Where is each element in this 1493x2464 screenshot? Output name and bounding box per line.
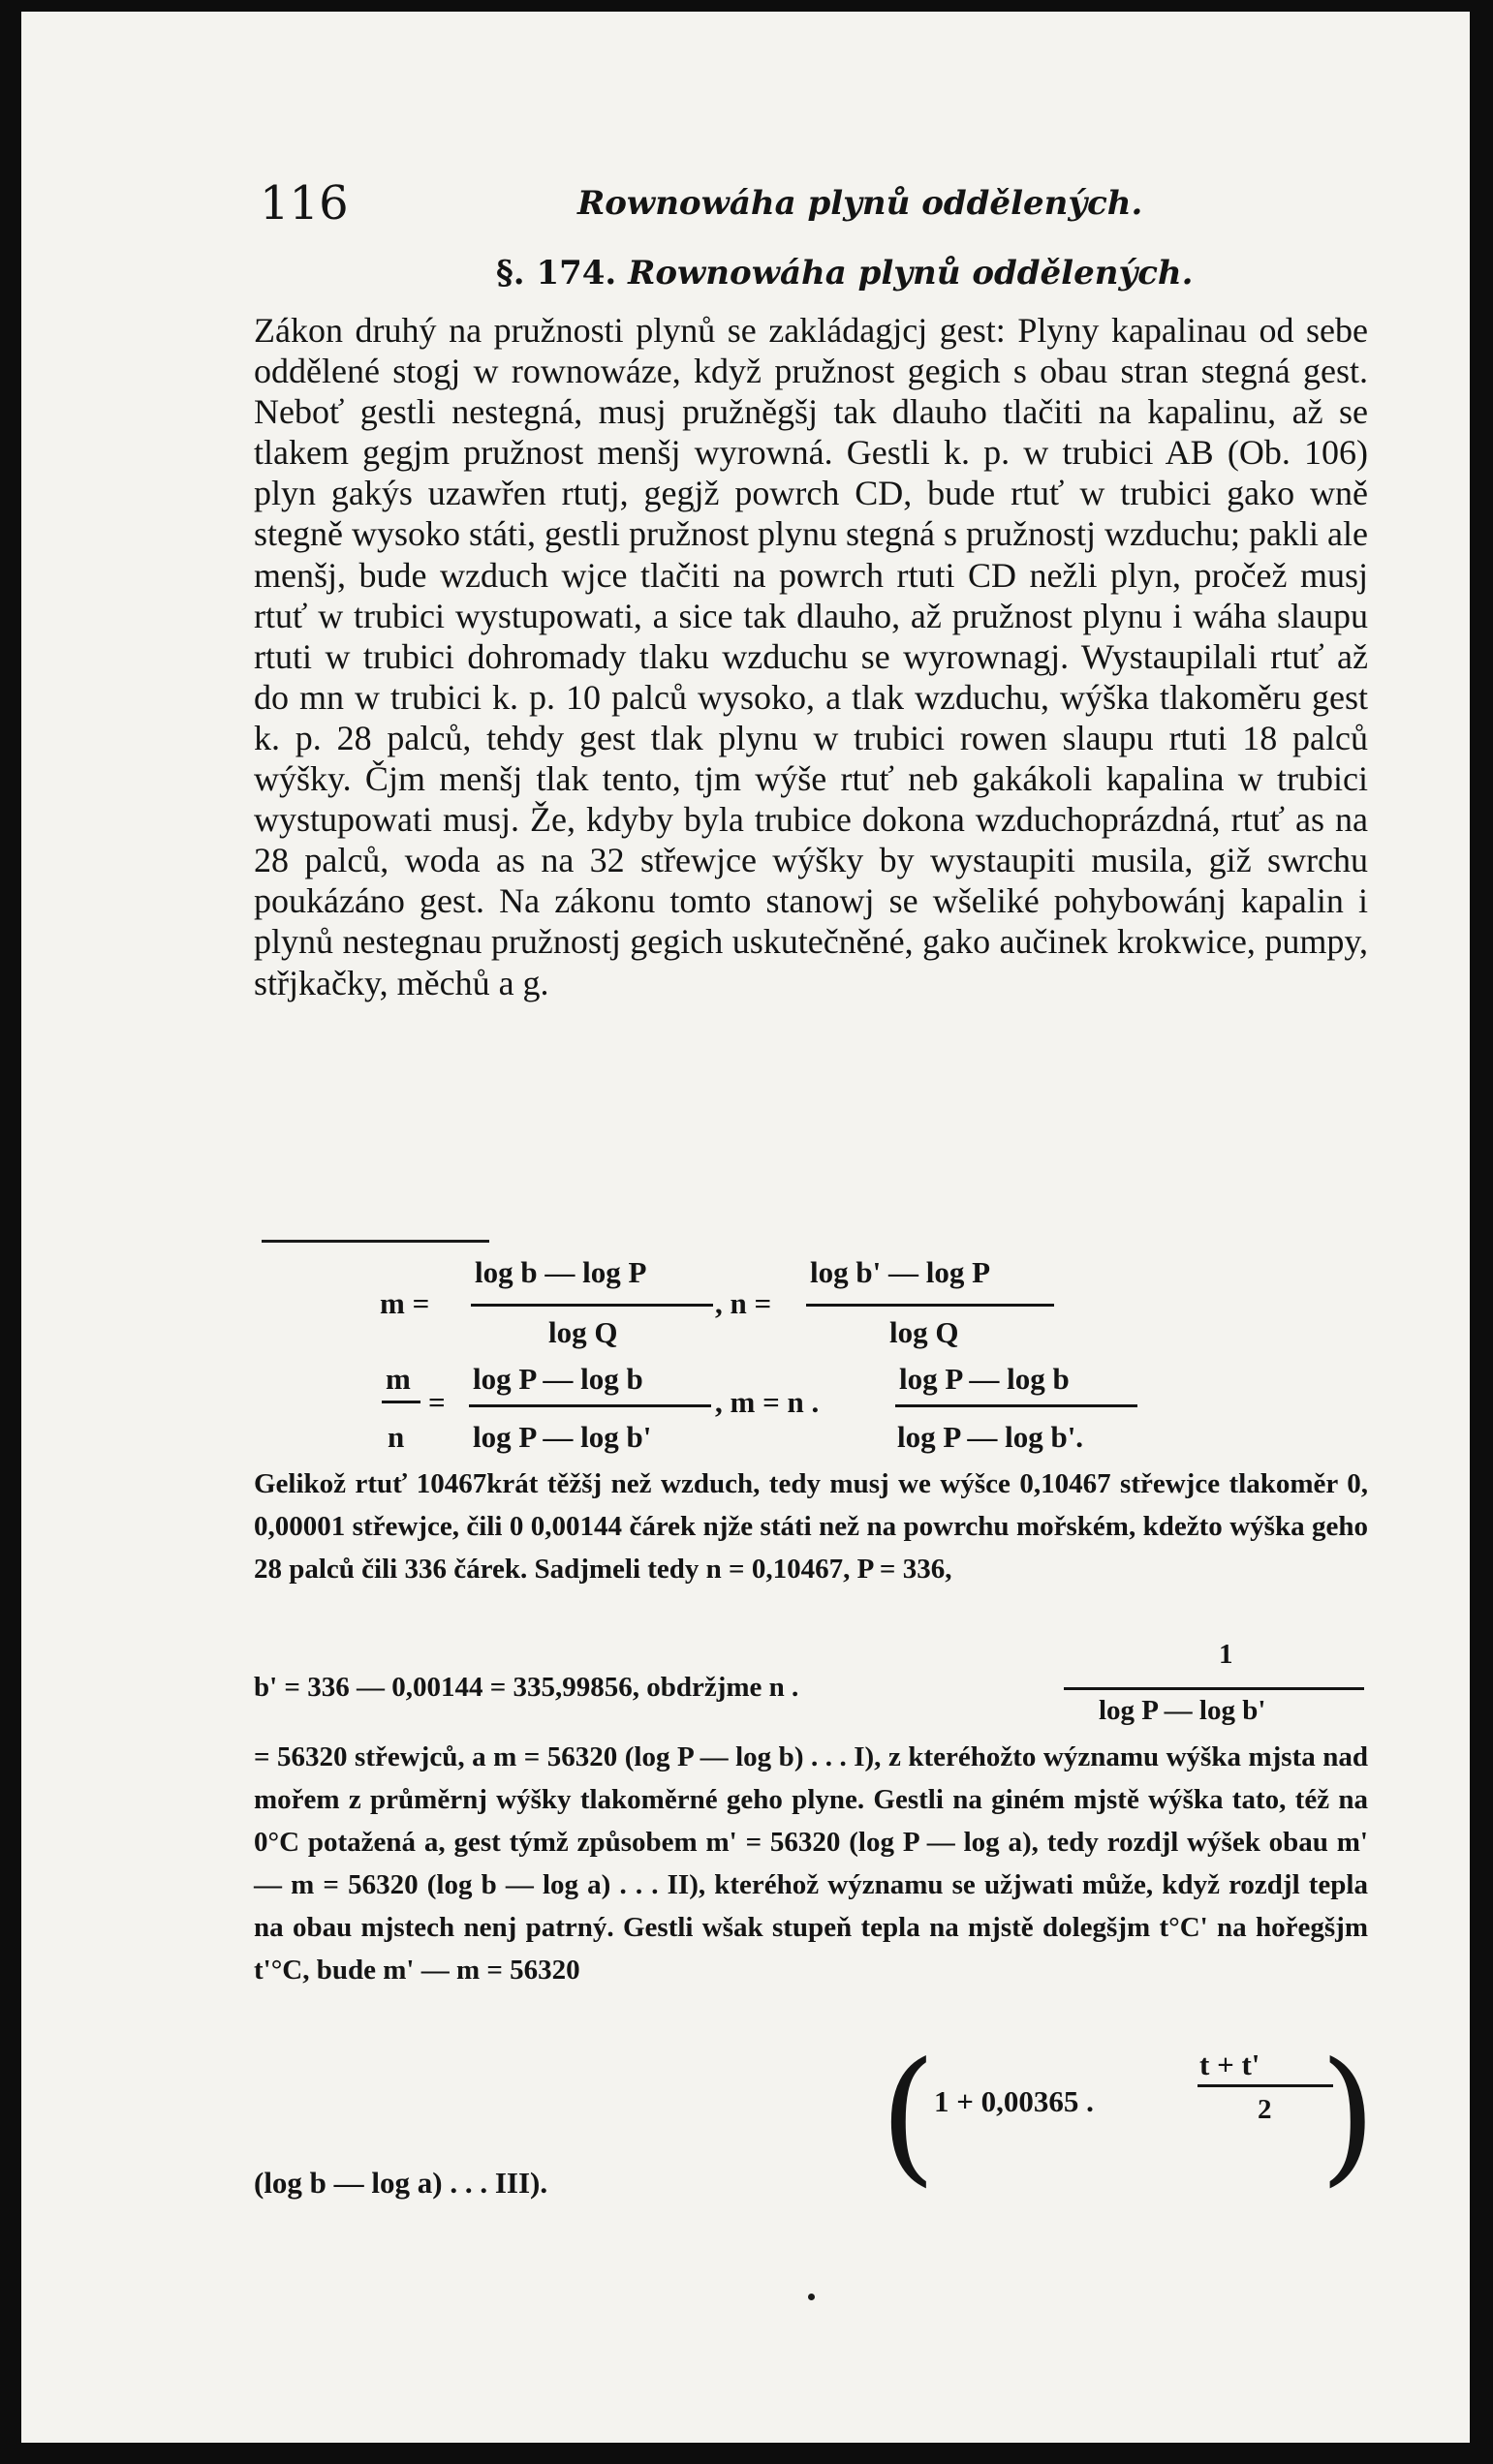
eq2-denominator-2: log P — log b'. — [897, 1420, 1084, 1454]
eq1-numerator-1: log b — log P — [475, 1255, 647, 1289]
section-heading — [496, 254, 1193, 293]
paren-frac-denominator: 2 — [1258, 2094, 1272, 2125]
paragraph-2-line-b: b' = 336 — 0,00144 = 335,99856, obdržjme n . — [254, 1672, 799, 1703]
page-speck — [808, 2294, 815, 2300]
eq1-denominator-2: log Q — [889, 1315, 959, 1349]
paren-frac-bar — [1198, 2084, 1333, 2087]
eq2-middle: , m = n . — [715, 1385, 820, 1419]
eq2-fraction-bar-2 — [895, 1404, 1137, 1407]
paragraph-1: Zákon druhý na pružnosti plynů se zakládagjcj gest: Plyny kapalinau od sebe oddělené stogj w rownowáze, když pružnost gegich s obau stran stegná gest. Neboť gestli nestegná, musj pružněgšj tak dlauho tlačiti na kapalinu, až se tlakem gegjm pružnost menšj wyrowná. Gestli k. p. w trubici AB (Ob. 106) plyn gakýs uzawřen rtutj, gegjž powrch CD, bude rtuť w trubici gako wně stegně wysoko státi, gestli pružnost plynu stegná s pružnostj wzduchu; pakli ale menšj, bude wzduch wjce tlačiti na powrch rtuti CD nežli plyn, pročež musj rtuť w trubici wystupowati, a sice tak dlauho, až pružnost plynu i wáha slaupu rtuti w trubici dohromady tlaku wzduchu se wyrownagj. Wystaupilali rtuť až do mn w trubici k. p. 10 palců wysoko, a tlak wzduchu, wýška tlakoměru gest k. p. 28 palců, tehdy gest tlak plynu w trubici rowen slaupu rtuti 18 palců wýšky. Čjm menšj tlak tento, tjm wýše rtuť neb gakákoli kapalina w trubici wystupowati musj. Že, kdyby byla trubice dokona wzduchoprázdná, rtuť as na 28 palců, woda as na 32 střewjce wýšky by wystaupiti musila, giž swrchu poukázáno gest. Na zákonu tomto stanowj se wšeliké pohybowánj kapalin i plynů nestegnau pružnostj gegich uskutečněné, gako aučinek krokwice, pumpy, střjkačky, měchů a g. — [254, 311, 1368, 1002]
eq2-numerator-1: log P — log b — [473, 1362, 643, 1396]
eq2-lhs-bar — [382, 1401, 420, 1403]
frac-1-numerator: 1 — [1219, 1639, 1233, 1670]
running-header — [260, 176, 1296, 231]
eq1-separator: , n = — [715, 1286, 772, 1320]
section-number: §. 174. — [496, 254, 617, 293]
page-number: 116 — [260, 176, 349, 231]
eq2-lhs-denominator: n — [388, 1420, 405, 1454]
eq1-denominator-1: log Q — [548, 1315, 618, 1349]
paren-frac-numerator: t + t' — [1199, 2048, 1260, 2081]
paren-close: ) — [1320, 2032, 1377, 2201]
eq2-numerator-2: log P — log b — [899, 1362, 1070, 1396]
eq1-numerator-2: log b' — log P — [810, 1255, 991, 1289]
frac-1-bar — [1064, 1687, 1364, 1690]
paren-open: ( — [880, 2032, 937, 2201]
paragraph-2-part-c: = 56320 střewjců, a m = 56320 (log P — log b) . . . I), z kteréhožto wýznamu wýška mjsta nad mořem z průměrnj wýšky tlakoměrné geho plyne. Gestli na giném mjstě wýška tato, též na 0°C potažená a, gest týmž způsobem m' = 56320 (log P — log a), tedy rozdjl wýšek obau m' — m = 56320 (log b — log a) . . . II), kteréhož wýznamu se užjwati může, když rozdjl tepla na obau mjstech nenj patrný. Gestli wšak stupeň tepla na mjstě dolegšjm t°C' na hořegšjm t'°C, bude m' — m = 56320 — [254, 1741, 1368, 1986]
paragraph-2-part-a: Gelikož rtuť 10467krát těžšj než wzduch, tedy musj we wýšce 0,10467 střewjce tlakoměr 0, 0,00001 střewjce, čili 0 0,00144 čárek njže státi než na powrchu mořském, kdežto wýška geho 28 palců čili 336 čárek. Sadjmeli tedy n = 0,10467, P = 336, — [254, 1468, 1368, 1585]
eq2-lhs-numerator: m — [386, 1362, 411, 1396]
frac-1-denominator: log P — log b' — [1099, 1695, 1266, 1726]
section-title: Rownowáha plynů oddělených. — [628, 254, 1194, 293]
eq1-fraction-bar-2 — [806, 1304, 1054, 1307]
eq2-fraction-bar-1 — [469, 1404, 711, 1407]
eq1-lhs: m = — [380, 1286, 430, 1320]
eq1-fraction-bar-1 — [471, 1304, 713, 1307]
paren-inner: 1 + 0,00365 . — [934, 2084, 1094, 2118]
footnote-rule — [262, 1240, 489, 1243]
eq2-equals: = — [428, 1385, 446, 1419]
paragraph-2-last-line: (log b — log a) . . . III). — [254, 2166, 548, 2200]
running-title: Rownowáha plynů oddělených. — [577, 184, 1143, 223]
eq2-denominator-1: log P — log b' — [473, 1420, 652, 1454]
